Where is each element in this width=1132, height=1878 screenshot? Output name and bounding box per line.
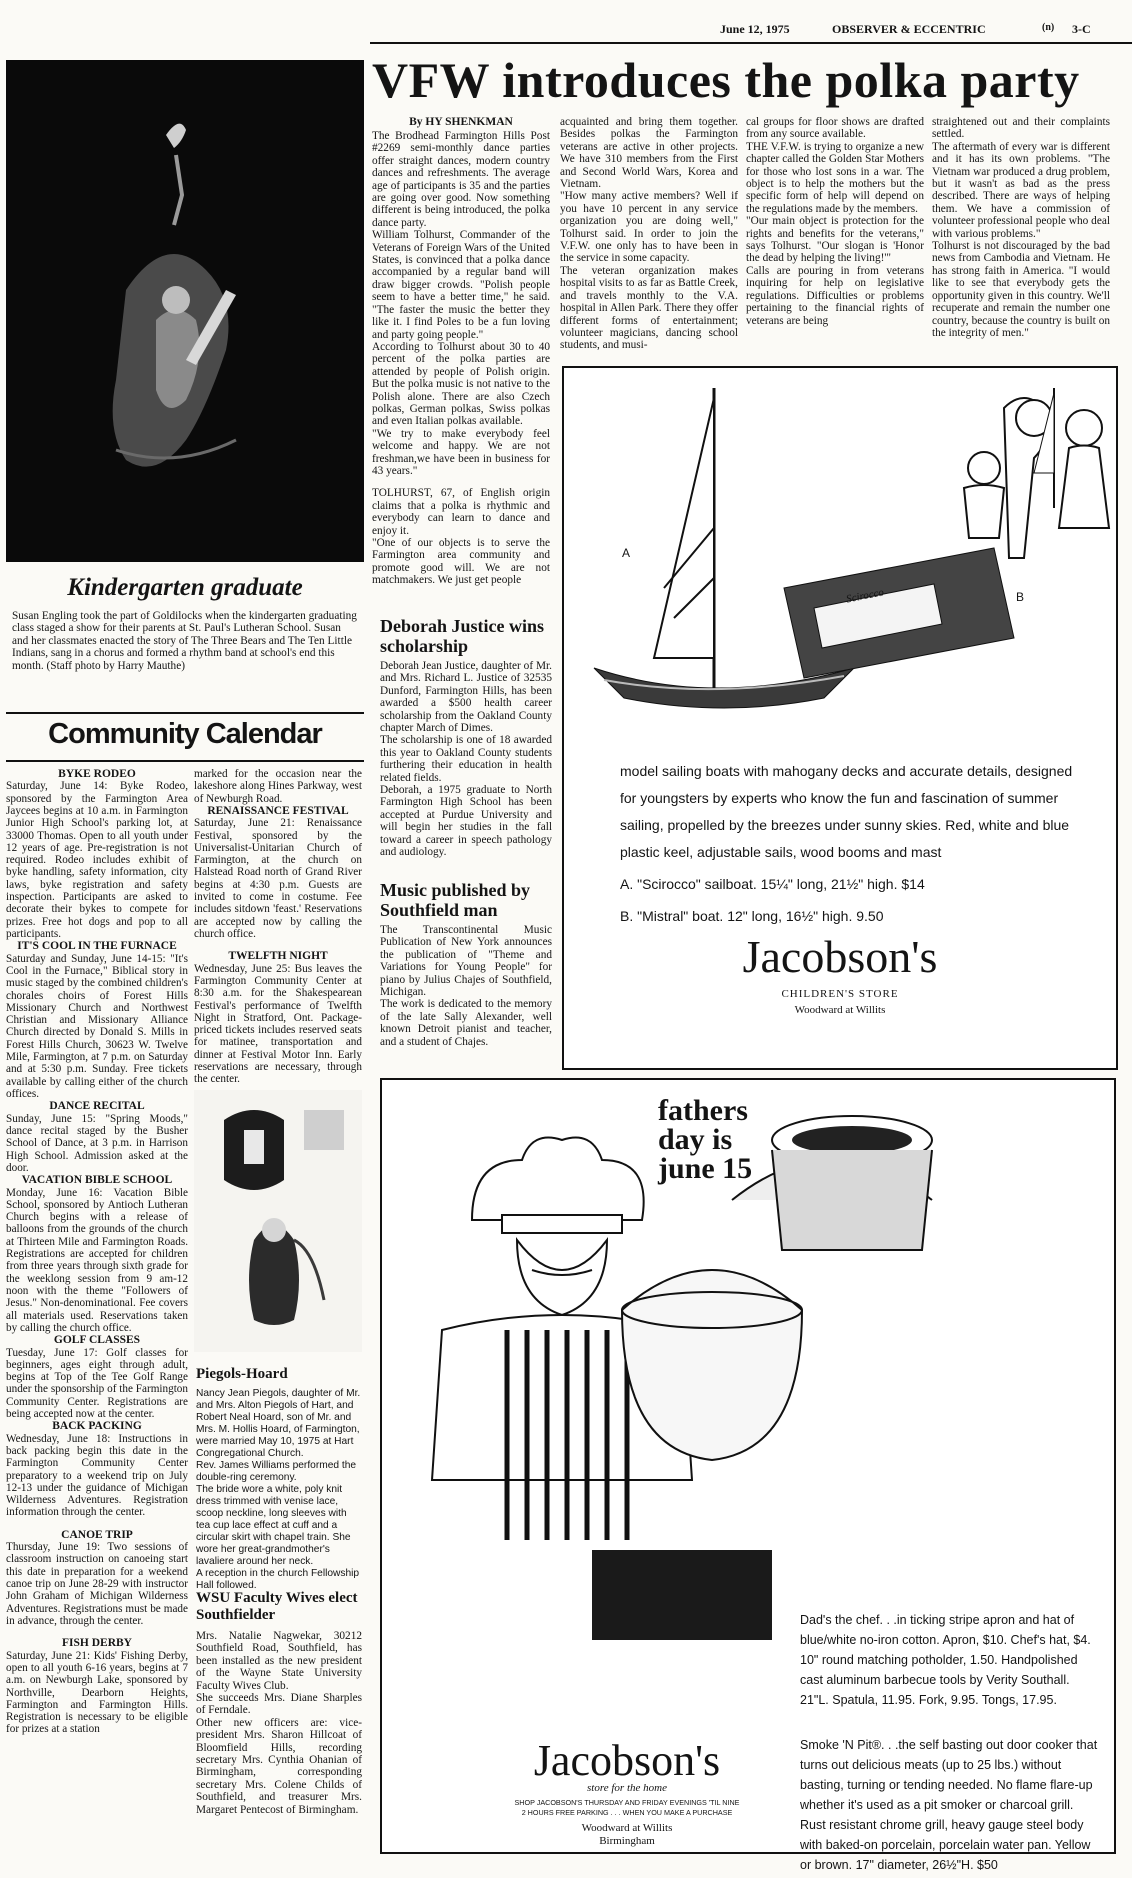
grill-ad-tagline: store for the home	[587, 1782, 667, 1794]
wedding-photo-image	[194, 1090, 362, 1352]
calendar-item	[6, 1174, 188, 1334]
boats-ad	[562, 366, 1118, 1070]
calendar-bottom-rule	[6, 760, 364, 762]
calendar-col1	[6, 768, 188, 1736]
calendar-item-head: DANCE RECITAL	[49, 1100, 145, 1113]
music-text: The Transcontinental Music Publication of New York announces the publication of "Theme and Variations for Young People" for piano by Julius Chajes of Southfield, Michigan. The work is dedicated to the memory of the late Sally Alexander, well known Detroit pianist and teacher, and a student of Chajes.	[380, 924, 552, 1048]
calendar-item	[6, 1334, 188, 1420]
calendar-item-body: Saturday and Sunday, June 14-15: "It's Cool in the Furnace," Biblical story in music staged by the combined children's chorales choirs of Forest Hills Missionary Church and Northwest Christian and Missionary Alliance Church directed by Donald S. Mills in Forest Hills Church, 30623 W. Twelve Mile, Farmington, at 7 p.m. on Saturday and at 5:30 p.m. Sunday. Free tickets available by calling either of the church offices.	[6, 952, 188, 1100]
music-title: Music published by Southfield man	[380, 880, 531, 920]
calendar-item-body: Wednesday, June 25: Bus leaves the Farmington Community Center at 8:30 a.m. for the Shakespearean Festival's performance of Twelfth Night in Stratford, Ont. Package-priced tickets includes reserved seats for matinee, transportation and dinner at Festival Motor Inn. Early reservations are necessary, through the center.	[194, 962, 362, 1086]
calendar-item-head: RENAISSANCE FESTIVAL	[207, 804, 349, 817]
calendar-item-head: TWELFTH NIGHT	[228, 950, 328, 963]
calendar-item-body: Sunday, June 15: "Spring Moods," dance recital staged by the Busher School of Dance, at 3 p.m. in Harrison High School. Admission asked at the door.	[6, 1112, 188, 1174]
calendar-item-head: GOLF CLASSES	[53, 1334, 141, 1347]
masthead-marker: (n)	[1042, 22, 1055, 33]
jacobsons-home-logo: Jacobson's	[533, 1736, 721, 1785]
calendar-item	[6, 1637, 188, 1735]
boat-label-a: A	[622, 546, 631, 560]
calendar-col2	[194, 768, 362, 1086]
calendar-item-body: Saturday, June 21: Renaissance Festival, sponsored by the Universalist-Unitarian Church of Farmington, at the church on Halstead Road north of Grand River begins at 4:30 p.m. Guests are invited to come in costume. Fee includes sitdown 'feast.' Reservations are accepted now by calling the church office.	[194, 817, 362, 940]
main-article-col2: acquainted and bring them together. Besides polkas the Farmington veterans are active in other projects. We have 310 members from the First and Second World Wars, Korea and Vietnam. "How many active members? Well if you have 10 percent in any service organization you are doing well," Tolhurst said. In order to join the V.F.W. one only has to have been in the service in some capacity. The veteran organization makes hospital visits to as far as Battle Creek, and travels monthly to the V.A. hospital in Allen Park. There they offer different forms of entertainment; volunteer magicians, dancing school students, and musi-	[560, 116, 738, 352]
chef-ad-text: Dad's the chef. . .in ticking stripe apron and hat of blue/white no-iron cotton. Apron, $10. Chef's hat, $4. 10" round matching potholder, 1.50. Handpolished cast aluminum barbecue tools by Verity Southall. 21"L. Spatula, 11.95. Fork, 9.95. Tongs, 17.95.	[800, 1613, 1091, 1707]
grill-ad-city: Birmingham	[599, 1835, 655, 1847]
boats-address: Woodward at Willits	[794, 1004, 886, 1016]
masthead-paper: OBSERVER & ECCENTRIC	[832, 22, 986, 36]
wedding-photo	[194, 1090, 362, 1352]
grill-ad-address: Woodward at Willits	[581, 1822, 673, 1834]
fathers-day-banner: fathers day is june 15	[658, 1094, 753, 1185]
wedding-title: Piegols-Hoard	[196, 1366, 288, 1382]
main-article-col1-text-a: The Brodhead Farmington Hills Post #2269 semi-monthly dance parties offer straight dances, modern country dances and refreshments. The average age of participants is 35 and the parties are going over good. Now something different is being introduced, the polka dance party. William Tolhurst, Commander of the Veterans of Foreign Wars of the United States, is convinced that a polka dance accompanied by a regular band will draw bigger crowds. "Polish people seem to have a better time," he said. "The faster the music the better they like it. I find Poles to be a fun loving and party going people." According to Tolhurst about 30 to 40 percent of the polka parties are attended by people of Polish origin. But the polka music is not native to the Polish alone. There are also Czech polkas, German polkas, Swiss polkas and even Italian polkas available. "We try to make everybody feel welcome and happy. We are not freshman,we have been in business for 43 years."	[372, 130, 550, 477]
masthead-date: June 12, 1975	[720, 22, 790, 36]
grill-ad-hours: SHOP JACOBSON'S THURSDAY AND FRIDAY EVENINGS 'TIL NINE	[514, 1798, 740, 1807]
wedding-text: Nancy Jean Piegols, daughter of Mr. and Mrs. Alton Piegols of Hart, and Robert Neal Hoard, son of Mr. and Mrs. M. Hollis Hoard, of Farmington, were married May 10, 1975 at Hart Congregational Church. Rev. James Williams performed the double-ring ceremony. The bride wore a white, poly knit dress trimmed with venise lace, scoop neckline, long sleeves with tea cup lace effect at cuff and a circular skirt with chapel train. She wore her great-grandmother's lavaliere around her neck. A reception in the church Fellowship Hall followed.	[196, 1388, 361, 1591]
calendar-item-body: Saturday, June 14: Byke Rodeo, sponsored by the Farmington Area Jaycees begins at 10 a.m. in Farmington Junior High School's parking lot, at 33000 Thomas. Open to all youth under 12 years of age. Pre-registration is not required. Rodeo includes exhibit of byke handling, safety information, city laws, byke registration and safety inspection. Participants are asked to decorate their bykes to compete for prizes. Free hot dogs and pop to all participants.	[6, 780, 188, 940]
main-headline: VFW introduces the polka party	[372, 52, 1080, 108]
calendar-item	[6, 1529, 188, 1627]
main-article-col4: straightened out and their complaints settled. The aftermath of every war is different and it has its own problems. "The Vietnam war produced a drug problem, but it wasn't as bad as the press described. There are ways of helping them. We have a commission of volunteer professional people who deal with various problems." Tolhurst is not discouraged by the bad news from Cambodia and Vietnam. He has strong faith in America. "I would like to see that everybody gets the opportunity given in this country. We'll recuperate and remain the number one country, because the country is built on the integrity of men."	[932, 116, 1110, 339]
main-article-col1-text-b: TOLHURST, 67, of English origin claims that a polka is rhythmic and everybody can learn to dance and enjoy it. "One of our objects is to serve the Farmington area community and promote good will. We are not matchmakers. We just get people	[372, 487, 550, 587]
main-article-col3: cal groups for floor shows are drafted from any source available. THE V.F.W. is trying to organize a new chapter called the Golden Star Mothers for those who lost sons in a war. The object is to help the mothers but the specific form of help will depend on the regulations made by the members. "Our main object is protection for the rights and benefits for the veterans," says Tolhurst. "Our slogan is 'Honor the dead by helping the living!'" Calls are pouring in from veterans inquiring for help on legislative regulations. Difficulties or problems pertaining to the financial rights of veterans are being	[746, 116, 924, 327]
boats-item-b: B. "Mistral" boat. 12" long, 16½" high. 9.50	[620, 908, 884, 924]
calendar-item-head: BYKE RODEO	[58, 768, 136, 780]
kindergarten-caption: Susan Engling took the part of Goldilocks when the kindergarten graduating class staged a show for their parents at St. Paul's Lutheran School. Susan and her classmates enacted the story of The Three Bears and The Ten Little Indians, sang in a chorus and formed a rhythm band at school's end this month. (Staff photo by Harry Mauthe)	[12, 610, 357, 672]
calendar-item	[194, 950, 362, 1085]
grill-ad-parking: 2 HOURS FREE PARKING . . . WHEN YOU MAKE A PURCHASE	[521, 1808, 733, 1817]
calendar-item	[194, 805, 362, 940]
wsu-title: WSU Faculty Wives elect Southfielder	[196, 1590, 358, 1623]
calendar-item-head: CANOE TRIP	[61, 1528, 133, 1541]
jacobsons-logo: Jacobson's	[742, 931, 938, 982]
boat-label-b: B	[1016, 590, 1025, 604]
smoke-pit-ad-text: Smoke 'N Pit®. . .the self basting out door cooker that turns out delicious meats (up to 25 lbs.) without basting, turning or tending needed. No flame flare-up whether it's used as a pit smoker or charcoal grill. Rust resistant chrome grill, heavy gauge steel body with baked-on porcelain, porcelain water pan. Yellow or brown. 17" diameter, 26½"H. $50	[800, 1738, 1098, 1872]
calendar-item-head: VACATION BIBLE SCHOOL	[21, 1174, 173, 1187]
calendar-item-head: IT'S COOL IN THE FURNACE	[17, 940, 177, 953]
boat-box-label: Scirocco	[845, 586, 885, 606]
calendar-col2-lead: marked for the occasion near the lakeshore along Hines Parkway, west of Newburgh Road.	[194, 768, 362, 805]
kindergarten-photo-image	[6, 60, 364, 562]
sailboat-illustration-icon	[564, 368, 1116, 728]
calendar-item-body: Wednesday, June 18: Instructions in back packing begin this date in the Farmington Community Center preparatory to a weekend trip on July 12-13 under the guidance of Michigan Wilderness Adventures. Registration information through the center.	[6, 1432, 188, 1519]
calendar-item-body: Monday, June 16: Vacation Bible School, sponsored by Antioch Lutheran Church begins with a release of balloons from the grounds of the church at Thirteen Mile and Farmington Roads. Registrations are accepted for children from three years through sixth grade for the weeklong session from 9 am-12 noon with the theme "Followers of Jesus." Non-denominational. Fee covers all materials used. Reservations taken by calling the church office.	[6, 1186, 188, 1334]
masthead-page: 3-C	[1072, 22, 1091, 36]
main-article-col1	[372, 116, 550, 587]
calendar-title: Community Calendar	[48, 718, 322, 750]
calendar-item	[6, 1100, 188, 1174]
kindergarten-title: Kindergarten graduate	[67, 574, 303, 601]
boats-store: CHILDREN'S STORE	[781, 988, 899, 1000]
calendar-item-body: Tuesday, June 17: Golf classes for beginners, ages eight through adult, begins at Top of the Tee Golf Range under the sponsorship of the Farmington Community Center. Registrations are being accepted now at the center.	[6, 1346, 188, 1420]
grill-ad	[380, 1078, 1116, 1872]
boats-item-a: A. "Scirocco" sailboat. 15¼" long, 21½" high. $14	[620, 876, 925, 892]
wsu-text: Mrs. Natalie Nagwekar, 30212 Southfield Road, Southfield, has been installed as the new president of the Wayne State University Faculty Wives Club. She succeeds Mrs. Diane Sharples of Ferndale. Other new officers are: vice-president Mrs. Sharon Hillcoat of Bloomfield Hills, recording secretary Mrs. Cynthia Ohanian of Birmingham, corresponding secretary Mrs. Colene Childs of Southfield, and treasurer Mrs. Margaret Pentecost of Birmingham.	[196, 1630, 362, 1816]
main-article-byline: By HY SHENKMAN	[409, 116, 513, 128]
justice-title: Deborah Justice wins scholarship	[380, 616, 545, 656]
kindergarten-photo	[6, 60, 364, 562]
calendar-item-head: BACK PACKING	[52, 1420, 142, 1433]
boats-ad-text: model sailing boats with mahogany decks and accurate details, designed for youngsters by experts who know the fun and fascination of summer sailing, propelled by the breezes under sunny skies. Red, white and blue plastic keel, adjustable sails, wood booms and mast	[620, 763, 1073, 860]
justice-text: Deborah Jean Justice, daughter of Mr. and Mrs. Richard L. Justice of 32535 Dunford, Farmington Hills, has been awarded a $500 health career scholarship from the Oakland County chapter March of Dimes. The scholarship is one of 18 awarded this year to Oakland County students furthering their education in health related fields. Deborah, a 1975 graduate to North Farmington High School has been accepted at Purdue University and will begin her studies in the fall toward a career in speech pathology and audiology.	[380, 660, 552, 859]
calendar-item	[6, 940, 188, 1100]
calendar-item	[6, 1420, 188, 1518]
masthead-rule	[370, 42, 1132, 44]
calendar-item-head: FISH DERBY	[62, 1637, 132, 1650]
calendar-item-body: Saturday, June 21: Kids' Fishing Derby, open to all youth 6-16 years, begins at 7 a.m. on Newburgh Lake, sponsored by Northville, Dearborn Heights, Farmington and Farmington Hills. Registration is necessary to be eligible for prizes at a station	[6, 1649, 188, 1736]
calendar-item	[6, 768, 188, 940]
chef-grill-illustration-icon	[382, 1080, 1114, 1640]
calendar-top-rule	[6, 712, 364, 714]
calendar-item-body: Thursday, June 19: Two sessions of classroom instruction on canoeing start this date in preparation for a weekend canoe trip on June 28-29 with instructor John Graham of Michigan Wilderness Adventures. Registrations must be made in advance, through the center.	[6, 1541, 188, 1627]
